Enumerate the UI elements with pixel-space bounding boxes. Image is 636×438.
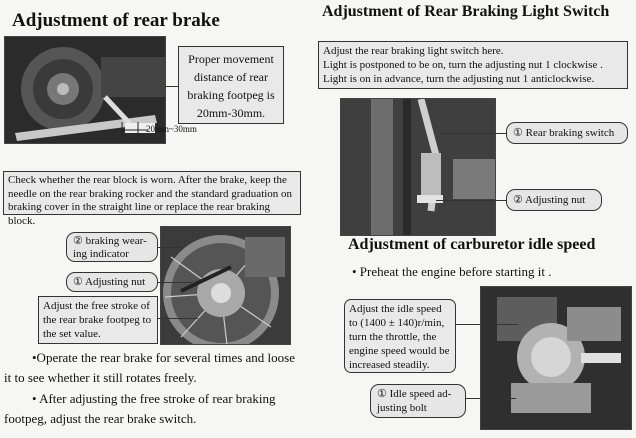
carburetor-title: Adjustment of carburetor idle speed: [348, 236, 596, 253]
idle-bolt-callout: [370, 384, 466, 418]
idle-note-text: Adjust the idle speed to (1400 ± 140)r/min, turn the throttle, the engine speed would be increased steadily.: [349, 303, 450, 371]
switch-note-line1: Adjust the rear braking light switch here.: [323, 45, 504, 57]
footpeg-note-text: Proper movement distance of rear braking footpeg is 20mm-30mm.: [187, 52, 275, 120]
stroke-note: [38, 296, 158, 344]
nut-callout-text: ② Adjusting nut: [513, 194, 586, 206]
switch-photo: [340, 98, 496, 236]
idle-note-leader: [456, 324, 518, 325]
dimension-label: 20mm~30mm: [146, 124, 197, 134]
check-note-text: Check whether the rear block is worn. After the brake, keep the needle on the rear braking rocker and the standard graduation on braking cover in the straight line or replace the rear braking block.: [8, 174, 293, 227]
check-note: [3, 171, 301, 227]
idle-bolt-callout-text: ① Idle speed ad-justing bolt: [377, 388, 452, 414]
switch-note-line2: Light is postponed to be on, turn the adjusting nut 1 clockwise .: [323, 59, 603, 71]
switch-callout: [506, 122, 628, 144]
carburetor-photo: [480, 286, 632, 430]
stroke-leader: [158, 318, 198, 319]
switch-note: [318, 41, 628, 89]
rear-brake-title: Adjustment of rear brake: [12, 10, 220, 31]
footpeg-leader: [166, 86, 178, 87]
adjusting-nut-callout: [66, 272, 158, 292]
switch-callout-text: ① Rear braking switch: [513, 127, 615, 139]
nut-leader: [436, 200, 506, 201]
switch-illustration: [341, 99, 496, 236]
switch-leader: [440, 133, 506, 134]
preheat-text: • Preheat the engine before starting it .: [352, 264, 552, 279]
nut-callout: [506, 189, 602, 211]
brake-drum-illustration: [161, 227, 291, 345]
instruction-1: •Operate the rear brake for several times and loose it to see whether it still rotates freely.: [4, 350, 295, 385]
instruction-2: • After adjusting the free stroke of rear braking footpeg, adjust the rear brake switch.: [4, 391, 276, 426]
indicator-leader: [158, 247, 182, 248]
adjusting-nut-callout-text: ① Adjusting nut: [73, 276, 146, 288]
brake-drum-photo: [160, 226, 291, 345]
idle-bolt-leader: [466, 398, 516, 399]
adjusting-nut-leader: [158, 282, 192, 283]
switch-note-line3: Light is on in advance, turn the adjusting nut 1 anticlockwise.: [323, 73, 595, 85]
indicator-callout: [66, 232, 158, 262]
footpeg-note: [178, 46, 284, 124]
switch-title: Adjustment of Rear Braking Light Switch: [322, 3, 610, 20]
idle-note: [344, 299, 456, 373]
carburetor-illustration: [481, 287, 632, 430]
indicator-callout-text: ② braking wear-ing indicator: [73, 235, 147, 260]
stroke-note-text: Adjust the free stroke of the rear brake footpeg to the set value.: [43, 300, 152, 340]
